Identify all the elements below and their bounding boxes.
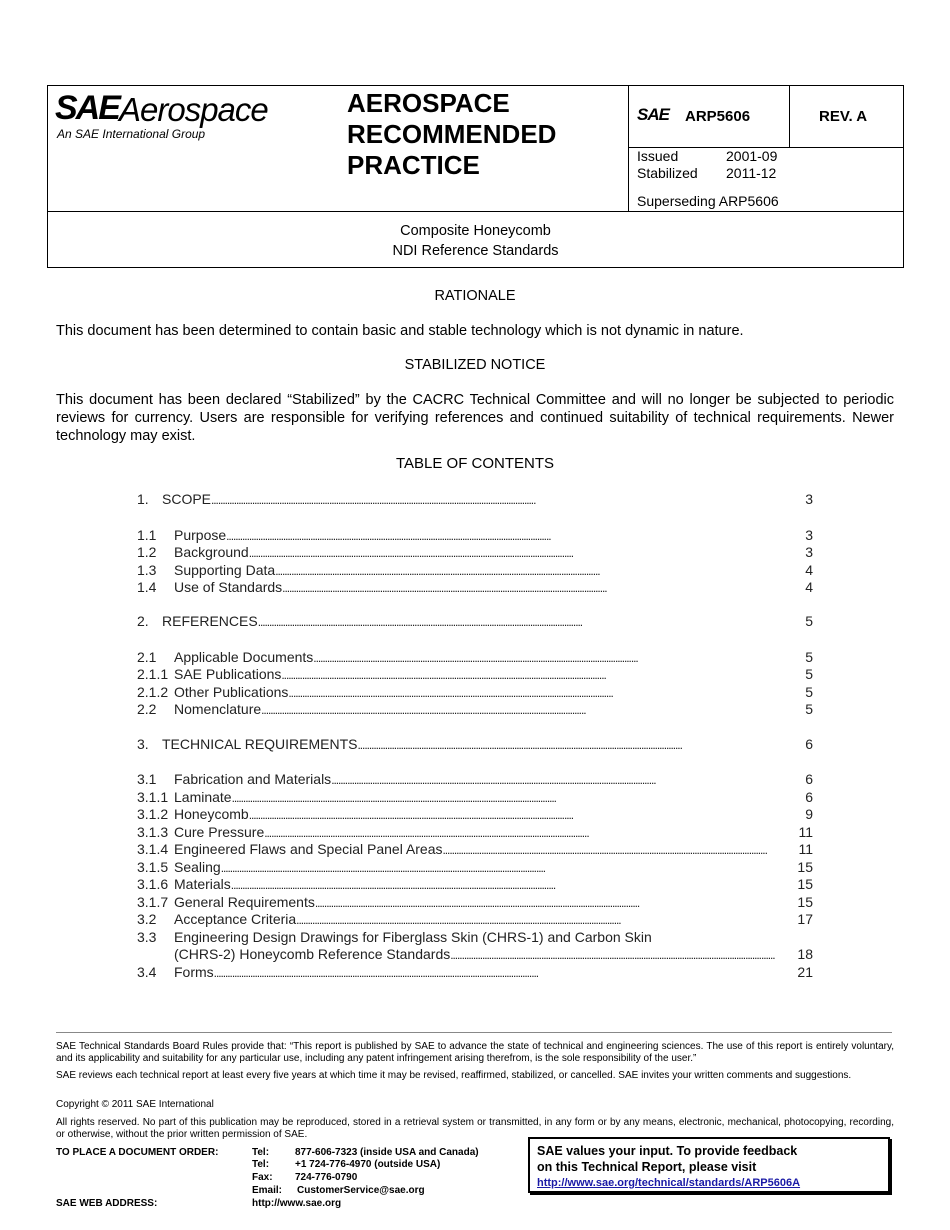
toc-leader-dots [296, 911, 797, 927]
toc-entry-title: General Requirements [174, 894, 315, 910]
toc-leader-dots [226, 527, 805, 543]
toc-entry-title: Applicable Documents [174, 649, 314, 665]
toc-leader-dots [331, 771, 805, 787]
toc-entry-page: 9 [805, 806, 813, 822]
toc-entry-number: 3.1.5 [137, 859, 169, 875]
stabilized-notice-heading: STABILIZED NOTICE [404, 357, 546, 373]
tel-outside-usa: +1 724-776-4970 (outside USA) [295, 1159, 441, 1170]
toc-leader-dots [443, 841, 799, 857]
toc-entry-page: 6 [805, 789, 813, 805]
toc-heading: TABLE OF CONTENTS [395, 455, 555, 472]
feedback-text: SAE values your input. To provide feedback [537, 1144, 798, 1158]
toc-leader-dots [249, 806, 806, 822]
document-title [48, 221, 903, 261]
stabilized-date: 2011-12 [726, 165, 777, 181]
toc-entry-page: 15 [797, 876, 813, 892]
header-divider [789, 86, 790, 147]
toc-entry[interactable] [137, 964, 813, 982]
logo-sae-text: SAE [55, 89, 119, 127]
toc-entry-title: Sealing [174, 859, 221, 875]
toc-entry-title: (CHRS-2) Honeycomb Reference Standards [174, 946, 451, 962]
document-title-line: NDI Reference Standards [392, 243, 559, 259]
footer-rules-text: SAE Technical Standards Board Rules provide that: “This report is published by SAE to advance the state of technical and engineering sciences. The use of this report is entirely voluntary, and its applicability and suitability for any particular use, including any patent infringement arising therefrom, is the sole responsibility of the user.” [56, 1041, 894, 1064]
toc-entry-number: 3.1.4 [137, 841, 169, 857]
toc-entry-number: 3.4 [137, 964, 157, 980]
toc-entry-title: TECHNICAL REQUIREMENTS [162, 736, 358, 752]
footer-review-text: SAE reviews each technical report at least every five years at which time it may be revised, reaffirmed, stabilized, or cancelled. SAE invites your written comments and suggestions. [56, 1070, 852, 1081]
toc-entry[interactable] [137, 841, 813, 859]
stabilized-label: Stabilized [637, 165, 698, 181]
logo-aerospace-text: Aerospace [119, 91, 268, 128]
document-type [347, 88, 556, 181]
toc-entry-title: Acceptance Criteria [174, 911, 297, 927]
toc-entry-page: 5 [805, 613, 813, 629]
toc-entry-number: 3.1.6 [137, 876, 169, 892]
tel-label: Tel: [252, 1159, 270, 1170]
toc-leader-dots [450, 946, 797, 962]
document-title-line: Composite Honeycomb [400, 223, 551, 239]
superseding-note: Superseding ARP5606 [637, 193, 779, 209]
stabilized-notice-text: This document has been declared “Stabilized” by the CACRC Technical Committee and will no longer be subjected to periodic reviews for currency. Users are responsible for verifying references and continued suitability of technical requirements. Newer technology may exist. [56, 392, 894, 444]
toc-entry-number: 2.1.1 [137, 666, 169, 682]
toc-entry-title: Forms [174, 964, 214, 980]
toc-leader-dots [232, 789, 806, 805]
toc-entry-title: Honeycomb [174, 806, 249, 822]
web-label: SAE WEB ADDRESS: [56, 1198, 158, 1209]
toc-entry-number: 3.3 [137, 929, 157, 945]
toc-entry-number: 3.2 [137, 911, 157, 927]
revision-label: REV. A [819, 108, 868, 125]
toc-entry-page: 18 [797, 946, 813, 962]
logo-subtitle: An SAE International Group [57, 127, 206, 141]
toc-entry-page: 6 [805, 736, 813, 752]
toc-entry-page: 11 [798, 841, 813, 857]
toc-entry[interactable] [137, 824, 813, 842]
toc-entry-page: 4 [805, 579, 813, 595]
tel-label: Tel: [252, 1147, 270, 1158]
feedback-link[interactable]: http://www.sae.org/technical/standards/ARP5606A [537, 1177, 801, 1189]
email-address[interactable]: CustomerService@sae.org [297, 1185, 425, 1196]
toc-entry-title: Purpose [174, 527, 227, 543]
toc-entry[interactable] [137, 859, 813, 877]
tel-inside-usa: 877-606-7323 (inside USA and Canada) [295, 1147, 479, 1158]
issued-label: Issued [637, 148, 679, 164]
toc-entry-title: Materials [174, 876, 231, 892]
toc-leader-dots [211, 491, 805, 507]
toc-leader-dots [258, 613, 806, 629]
email-label: Email: [252, 1185, 283, 1196]
toc-leader-dots [231, 876, 798, 892]
document-type-line: AEROSPACE [347, 88, 510, 118]
toc-entry-number: 2.1.2 [137, 684, 169, 700]
toc-entry[interactable] [137, 911, 813, 929]
toc-entry-title: Engineering Design Drawings for Fiberglass Skin (CHRS-1) and Carbon Skin [174, 929, 652, 945]
toc-entry-page: 3 [805, 491, 813, 507]
toc-entry[interactable] [137, 929, 813, 947]
feedback-box [528, 1137, 890, 1193]
fax-label: Fax: [252, 1172, 273, 1183]
toc-entry-number: 3.1.3 [137, 824, 169, 840]
toc-leader-dots [249, 544, 805, 560]
issued-date: 2001-09 [726, 148, 778, 164]
document-number: ARP5606 [685, 108, 751, 125]
document-type-line: RECOMMENDED [347, 119, 557, 149]
toc-entry-title: Use of Standards [174, 579, 283, 595]
toc-entry-page: 5 [805, 684, 813, 700]
toc-entry-title: Nomenclature [174, 701, 262, 717]
toc-entry-number: 3.1.1 [137, 789, 169, 805]
toc-entry-number: 1.4 [137, 579, 157, 595]
toc-entry[interactable] [137, 771, 813, 789]
toc-entry-page: 11 [798, 824, 813, 840]
toc-entry-page: 15 [797, 859, 813, 875]
toc-entry-title: Engineered Flaws and Special Panel Areas [174, 841, 443, 857]
toc-leader-dots [275, 562, 805, 578]
document-type-line: PRACTICE [347, 150, 480, 180]
toc-entry[interactable] [137, 806, 813, 824]
toc-entry[interactable] [137, 613, 813, 631]
sae-aerospace-logo [55, 89, 305, 144]
footer-rights-text: All rights reserved. No part of this publication may be reproduced, stored in a retrieval system or transmitted, in any form or by any means, electronic, mechanical, photocopying, recording, or otherwise, without the prior written permission of SAE. [56, 1117, 894, 1140]
toc-entry-number: 2. [137, 613, 149, 629]
toc-entry[interactable] [137, 736, 813, 754]
toc-leader-dots [281, 666, 805, 682]
toc-entry[interactable] [137, 684, 813, 702]
toc-entry[interactable] [137, 491, 813, 509]
toc-leader-dots [358, 736, 806, 752]
toc-entry-title: Cure Pressure [174, 824, 265, 840]
toc-entry-title: SAE Publications [174, 666, 282, 682]
toc-leader-dots [261, 701, 805, 717]
toc-entry-title: Other Publications [174, 684, 289, 700]
fax-number: 724-776-0790 [295, 1172, 358, 1183]
toc-entry[interactable] [137, 649, 813, 667]
web-address[interactable]: http://www.sae.org [252, 1198, 342, 1209]
toc-leader-dots [315, 894, 798, 910]
toc-entry[interactable] [137, 666, 813, 684]
toc-entry-page: 5 [805, 649, 813, 665]
header-divider [628, 86, 629, 211]
toc-entry-page: 3 [805, 544, 813, 560]
toc-entry-number: 3.1 [137, 771, 157, 787]
toc-entry-page: 15 [797, 894, 813, 910]
toc-entry-number: 1.3 [137, 562, 157, 578]
toc-entry-page: 4 [805, 562, 813, 578]
toc-entry-page: 17 [797, 911, 813, 927]
toc-entry[interactable] [137, 544, 813, 562]
toc-entry-number: 3. [137, 736, 149, 752]
toc-entry-page: 5 [805, 701, 813, 717]
toc-entry-page: 6 [805, 771, 813, 787]
toc-entry-number: 3.1.7 [137, 894, 169, 910]
order-label: TO PLACE A DOCUMENT ORDER: [56, 1147, 219, 1158]
toc-entry-page: 3 [805, 527, 813, 543]
toc-entry-number: 1.1 [137, 527, 157, 543]
toc-leader-dots [288, 684, 805, 700]
feedback-text: on this Technical Report, please visit [537, 1160, 757, 1174]
toc-leader-dots [221, 859, 798, 875]
toc-entry-number: 2.2 [137, 701, 157, 717]
header-divider [48, 211, 903, 212]
toc-leader-dots [214, 964, 798, 980]
toc-entry[interactable] [137, 789, 813, 807]
toc-leader-dots [264, 824, 798, 840]
rationale-text: This document has been determined to contain basic and stable technology which is not dynamic in nature. [56, 323, 744, 339]
toc-entry[interactable] [137, 579, 813, 597]
toc-entry-number: 1.2 [137, 544, 157, 560]
toc-entry-number: 2.1 [137, 649, 157, 665]
toc-entry-title: Supporting Data [174, 562, 276, 578]
toc-entry[interactable] [137, 876, 813, 894]
toc-entry-title: Laminate [174, 789, 232, 805]
rationale-heading: RATIONALE [434, 288, 516, 304]
toc-entry-page: 21 [797, 964, 813, 980]
toc-entry-title: Background [174, 544, 249, 560]
toc-entry[interactable] [137, 894, 813, 912]
toc-leader-dots [313, 649, 805, 665]
toc-entry-title: REFERENCES [162, 613, 258, 629]
header-box [47, 85, 904, 268]
toc-entry-title: SCOPE [162, 491, 212, 507]
toc-entry-number: 1. [137, 491, 149, 507]
toc-entry-title: Fabrication and Materials [174, 771, 332, 787]
sae-mini-logo: SAE [637, 105, 669, 124]
toc-entry[interactable] [137, 562, 813, 580]
footer-rule [56, 1032, 892, 1033]
toc-entry-page: 5 [805, 666, 813, 682]
toc-leader-dots [282, 579, 805, 595]
toc-entry[interactable] [137, 527, 813, 545]
toc-entry[interactable] [137, 701, 813, 719]
toc-entry[interactable] [137, 946, 813, 964]
footer-copyright: Copyright © 2011 SAE International [56, 1099, 214, 1110]
toc-entry-number: 3.1.2 [137, 806, 169, 822]
